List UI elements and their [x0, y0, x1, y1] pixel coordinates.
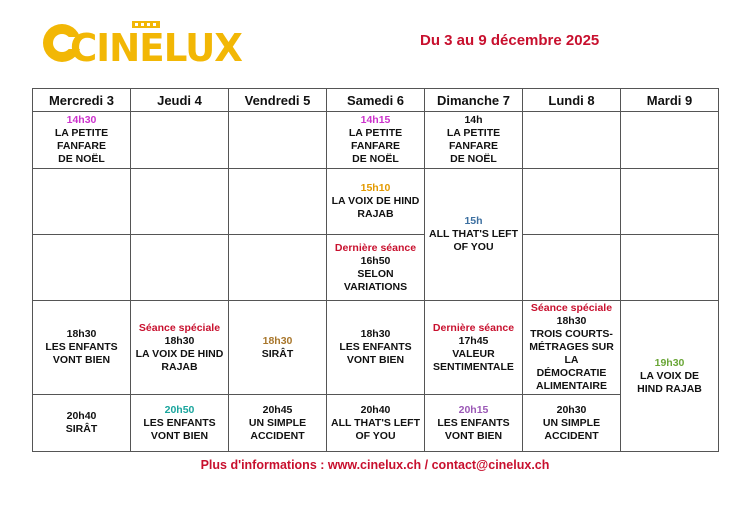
day-header: Mercredi 3	[33, 89, 131, 112]
footer-contact: Plus d'informations : www.cinelux.ch / contact@cinelux.ch	[200, 458, 550, 472]
table-row	[33, 112, 719, 169]
film-title: LA PETITE FANFARE	[348, 127, 403, 152]
screening-time: 18h30	[164, 334, 195, 347]
screening-time: 16h50	[360, 254, 391, 267]
screening-time: 18h30	[262, 334, 293, 347]
film-title: OF YOU	[453, 241, 494, 253]
screening-time: 17h45	[458, 334, 489, 347]
empty-cell	[33, 235, 131, 301]
screening-time: 20h15	[458, 403, 489, 416]
film-title: TROIS COURTS-	[530, 328, 613, 340]
screening-cell	[327, 301, 425, 395]
screening-cell	[131, 395, 229, 452]
film-title: VONT BIEN	[346, 354, 405, 366]
screening-cell	[425, 395, 523, 452]
film-title: ALIMENTAIRE	[536, 380, 607, 392]
empty-cell	[621, 112, 719, 169]
film-title: SENTIMENTALE	[433, 360, 514, 373]
film-title: ACCIDENT	[250, 429, 305, 442]
screening-cell	[33, 112, 131, 169]
film-title: DE NOËL	[58, 153, 105, 165]
empty-cell	[131, 235, 229, 301]
film-title: ALL THAT'S LEFT	[428, 228, 518, 240]
screening-cell	[523, 395, 621, 452]
screening-time: 14h30	[66, 114, 97, 126]
empty-cell	[523, 169, 621, 235]
film-title: SIRÂT	[65, 423, 98, 435]
empty-cell	[229, 112, 327, 169]
film-title: DE NOËL	[450, 153, 497, 165]
screening-cell	[327, 395, 425, 452]
day-header: Samedi 6	[327, 89, 425, 112]
empty-cell	[33, 169, 131, 235]
screening-cell	[33, 395, 131, 452]
film-title: RAJAB	[161, 360, 198, 373]
screening-cell	[229, 301, 327, 395]
screening-time: 20h45	[262, 403, 293, 416]
table-row	[33, 301, 719, 395]
film-title: LA VOIX DE HIND	[135, 347, 224, 360]
logo-text: CINELUX	[70, 26, 243, 68]
screening-cell	[327, 169, 425, 235]
film-title: VARIATIONS	[343, 280, 408, 293]
screening-cell	[33, 301, 131, 395]
empty-cell	[621, 169, 719, 235]
screening-cell	[425, 112, 523, 169]
film-title: HIND RAJAB	[637, 382, 702, 395]
film-title: LES ENFANTS	[143, 416, 216, 429]
table-row	[33, 395, 719, 452]
empty-cell	[229, 235, 327, 301]
screening-time: 14h15	[360, 114, 391, 126]
film-title: LA PETITE FANFARE	[54, 127, 109, 152]
film-title: UN SIMPLE	[542, 416, 601, 429]
film-title: OF YOU	[355, 429, 396, 442]
screening-time: 18h30	[556, 315, 587, 327]
film-title: SIRÂT	[261, 347, 294, 360]
screening-cell	[229, 395, 327, 452]
table-row	[33, 169, 719, 235]
film-title: RAJAB	[357, 208, 394, 220]
empty-cell	[131, 112, 229, 169]
film-title: LES ENFANTS	[339, 341, 412, 353]
screening-time: 20h50	[164, 403, 195, 416]
screening-time: 20h40	[360, 403, 391, 416]
special-screening-tag: Séance spéciale	[530, 302, 613, 314]
screening-time: 15h	[464, 215, 483, 227]
film-title: MÉTRAGES SUR LA	[529, 341, 614, 366]
screening-time: 19h30	[654, 356, 685, 369]
empty-cell	[131, 169, 229, 235]
screening-time: 18h30	[66, 328, 97, 340]
film-title: VALEUR	[452, 347, 495, 360]
screening-time: 14h	[464, 114, 483, 126]
film-title: UN SIMPLE	[248, 416, 307, 429]
screening-cell	[131, 301, 229, 395]
last-screening-tag: Dernière séance	[432, 321, 515, 334]
empty-cell	[621, 235, 719, 301]
film-title: DÉMOCRATIE	[536, 367, 607, 379]
screening-cell	[327, 112, 425, 169]
day-header: Jeudi 4	[131, 89, 229, 112]
cinelux-logo	[40, 18, 245, 68]
screening-time: 20h40	[66, 410, 97, 422]
film-title: LES ENFANTS	[45, 341, 118, 353]
film-title: LA PETITE FANFARE	[446, 127, 501, 152]
day-header: Vendredi 5	[229, 89, 327, 112]
film-title: ALL THAT'S LEFT	[330, 416, 420, 429]
screening-time: 18h30	[360, 328, 391, 340]
day-header-row	[33, 89, 719, 112]
last-screening-tag: Dernière séance	[334, 241, 417, 254]
screening-cell	[523, 301, 621, 395]
screening-time: 20h30	[556, 403, 587, 416]
day-header: Mardi 9	[621, 89, 719, 112]
screening-cell	[621, 301, 719, 452]
film-title: VONT BIEN	[52, 354, 111, 366]
day-header: Lundi 8	[523, 89, 621, 112]
film-title: LA VOIX DE HIND	[331, 195, 420, 207]
screening-cell	[327, 235, 425, 301]
empty-cell	[523, 112, 621, 169]
film-title: ACCIDENT	[544, 429, 599, 442]
film-title: LA VOIX DE	[639, 369, 700, 382]
empty-cell	[523, 235, 621, 301]
film-title: DE NOËL	[352, 153, 399, 165]
table-row	[33, 235, 719, 301]
film-title: VONT BIEN	[444, 429, 503, 442]
date-range: Du 3 au 9 décembre 2025	[420, 32, 600, 49]
film-title: LES ENFANTS	[437, 416, 510, 429]
day-header: Dimanche 7	[425, 89, 523, 112]
special-screening-tag: Séance spéciale	[138, 321, 221, 334]
empty-cell	[229, 169, 327, 235]
schedule-table	[32, 88, 719, 452]
film-title: VONT BIEN	[150, 429, 209, 442]
screening-cell	[425, 301, 523, 395]
screening-time: 15h10	[360, 182, 391, 194]
screening-cell	[425, 169, 523, 301]
film-title: SELON	[357, 267, 394, 280]
